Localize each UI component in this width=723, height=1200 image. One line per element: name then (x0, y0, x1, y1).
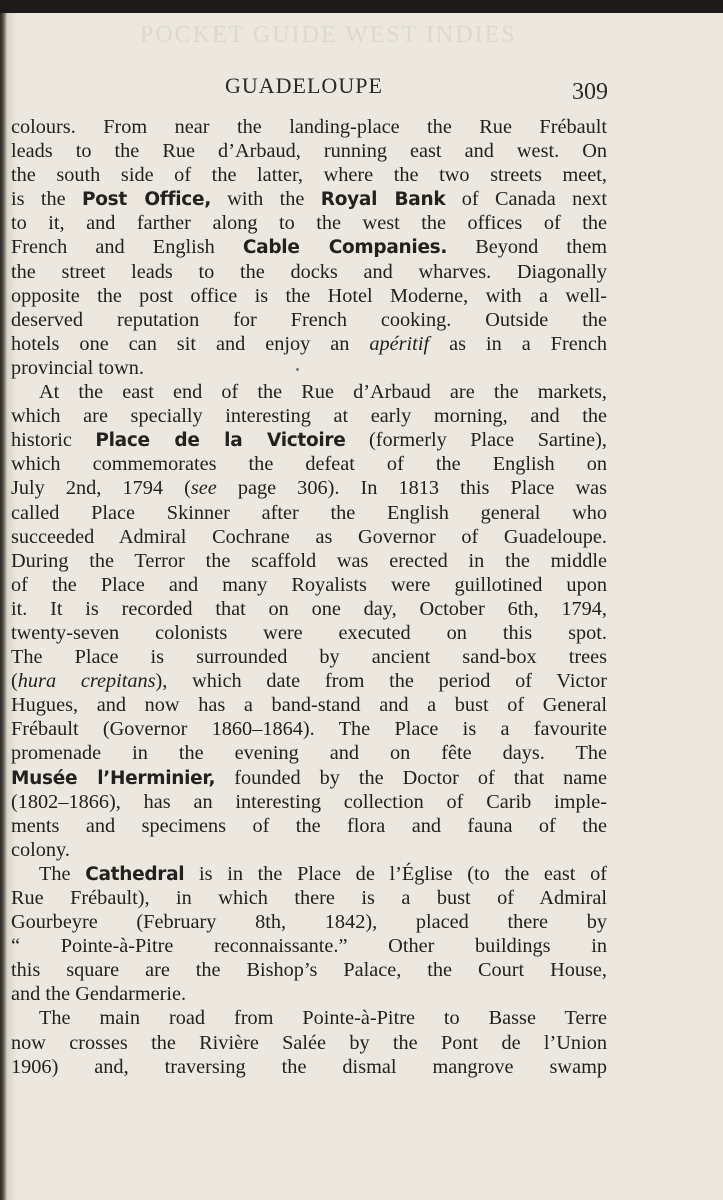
text-run: is the (11, 188, 82, 211)
text-line (11, 910, 607, 934)
text-run: 1906) and, traversing the dismal mangrove swamp (11, 1055, 607, 1078)
text-run: At the east end of the Rue d’Arbaud are the markets, (39, 381, 607, 404)
text-line (11, 1055, 607, 1079)
bold-place-name: Post Office, (81, 189, 211, 211)
text-line (11, 693, 607, 717)
scan-top-edge (0, 0, 723, 13)
text-run: ( (11, 670, 18, 693)
text-run: The Place is surrounded by ancient sand-box trees (11, 646, 607, 669)
text-line (11, 766, 607, 790)
bleed-through-text: POCKET GUIDE WEST INDIES (140, 22, 517, 48)
text-line (11, 163, 607, 187)
text-line (11, 380, 607, 404)
italic-text: see (190, 477, 217, 500)
text-line (11, 115, 607, 139)
bold-place-name: Cable Companies. (242, 237, 448, 259)
text-line (11, 741, 607, 765)
text-run: (1802–1866), has an interesting collection of Carib imple- (11, 790, 607, 813)
text-run: called Place Skinner after the English general who (11, 501, 607, 524)
text-run: July 2nd, 1794 ( (11, 477, 191, 500)
text-run: which commemorates the defeat of the English on (11, 453, 607, 476)
text-run: (formerly Place Sartine), (345, 429, 607, 452)
bold-place-name: Cathedral (85, 863, 185, 885)
text-run: the south side of the latter, where the two streets meet, (11, 164, 607, 187)
text-line (11, 308, 607, 332)
text-run: page 306). In 1813 this Place was (216, 477, 608, 500)
text-run: The main road from Pointe-à-Pitre to Basse Terre (39, 1007, 607, 1030)
page-spine-shadow (0, 13, 7, 1200)
text-run: the street leads to the docks and wharves. Diagonally (11, 260, 607, 283)
text-run: colony. (11, 838, 70, 861)
text-line (11, 428, 607, 452)
text-line (11, 597, 607, 621)
text-line (11, 886, 607, 910)
text-line (11, 211, 607, 235)
text-line (11, 838, 607, 862)
text-line (11, 958, 607, 982)
text-run: French and English (11, 236, 243, 259)
text-line (11, 139, 607, 163)
text-run: now crosses the Rivière Salée by the Pont de l’Union (11, 1031, 607, 1054)
bold-place-name: Royal Bank (320, 189, 446, 211)
text-line (11, 934, 607, 958)
text-run: Rue Frébault), in which there is a bust of Admiral (11, 887, 607, 909)
text-run: twenty-seven colonists were executed on this spot. (11, 621, 607, 644)
body-text (11, 115, 607, 1079)
text-run: of the Place and many Royalists were guillotined upon (11, 573, 607, 596)
text-run: Hugues, and now has a band-stand and a bust of General (11, 694, 607, 717)
text-line (11, 573, 607, 597)
text-line (11, 187, 607, 211)
running-head: GUADELOUPE (225, 73, 383, 98)
text-run: leads to the Rue d’Arbaud, running east and west. On (11, 140, 607, 163)
text-line (11, 982, 607, 1006)
text-run: Beyond them (447, 236, 607, 259)
text-line (11, 404, 607, 428)
text-line (11, 621, 607, 645)
text-run: which are specially interesting at early morning, and the (11, 405, 607, 428)
text-line (11, 501, 607, 525)
text-run: it. It is recorded that on one day, October 6th, 1794, (11, 597, 607, 620)
text-line (11, 1031, 607, 1055)
text-line (11, 814, 607, 838)
text-line (11, 669, 607, 693)
text-line (11, 476, 607, 500)
bold-place-name: Place de la Victoire (95, 430, 346, 452)
text-run: During the Terror the scaffold was erected in the middle (11, 549, 607, 572)
text-run: ments and specimens of the flora and fauna of the (11, 814, 607, 837)
text-run: deserved reputation for French cooking. Outside the (11, 308, 607, 331)
text-line (11, 549, 607, 573)
text-run: with the (210, 188, 321, 211)
text-line (11, 645, 607, 669)
text-line (11, 790, 607, 814)
text-line (11, 862, 607, 886)
text-line (11, 332, 607, 356)
text-run: The (39, 862, 86, 885)
text-run: founded by the Doctor of that name (215, 766, 607, 789)
text-run: promenade in the evening and on fête days. The (11, 742, 607, 765)
text-run: “ Pointe-à-Pitre reconnaissante.” Other buildings in (11, 935, 607, 958)
text-line (11, 1006, 607, 1030)
text-run: Frébault (Governor 1860–1864). The Place is a favourite (11, 718, 607, 741)
page-number: 309 (572, 79, 608, 105)
text-run: of Canada next (445, 188, 608, 211)
text-run: provincial town. (11, 356, 144, 379)
text-run: succeeded Admiral Cochrane as Governor of Guadeloupe. (11, 525, 607, 548)
text-run: opposite the post office is the Hotel Moderne, with a well- (11, 284, 607, 307)
text-run: and the Gendarmerie. (11, 983, 187, 1006)
text-run: ), which date from the period of Victor (155, 670, 607, 693)
text-line (11, 525, 607, 549)
text-run: is in the Place de l’Église (to the east of (184, 862, 607, 885)
text-run: as in a French (429, 332, 607, 355)
text-run: colours. From near the landing-place the Rue Frébault (11, 116, 607, 138)
text-run: to it, and farther along to the west the offices of the (11, 212, 607, 235)
text-run: hotels one can sit and enjoy an (11, 332, 370, 355)
text-run: this square are the Bishop’s Palace, the Court House, (11, 959, 607, 982)
text-line (11, 284, 607, 308)
text-line (11, 260, 607, 284)
text-line (11, 235, 607, 259)
text-run: Gourbeyre (February 8th, 1842), placed there by (11, 911, 607, 934)
bold-place-name: Musée l’Herminier, (11, 767, 216, 789)
italic-text: apéritif (369, 332, 430, 355)
text-line (11, 356, 607, 380)
text-run: historic (11, 429, 96, 452)
text-line (11, 452, 607, 476)
italic-text: hura crepitans (17, 670, 156, 693)
text-line (11, 717, 607, 741)
